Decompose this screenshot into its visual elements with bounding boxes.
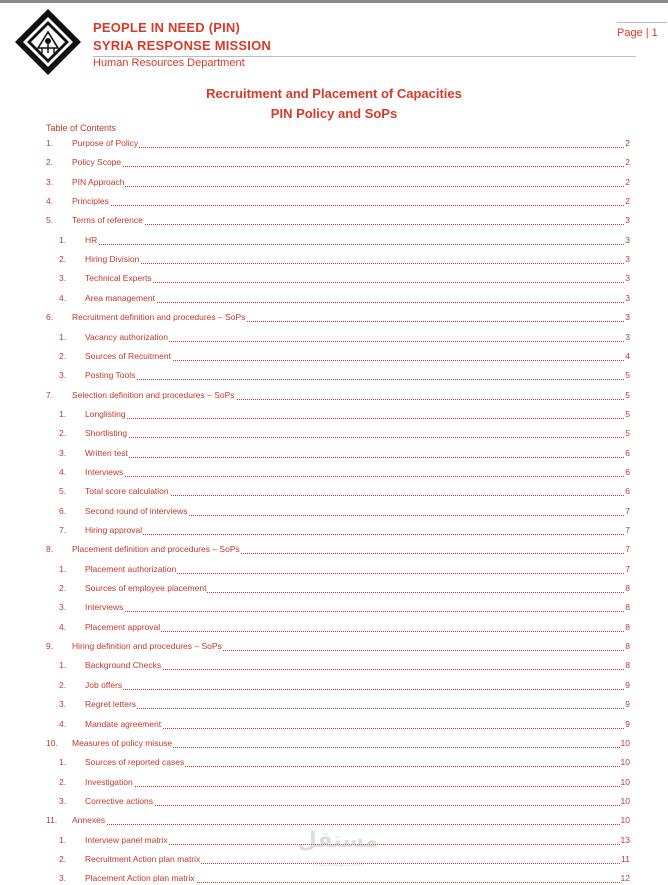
toc-entry-label: Longlisting bbox=[85, 408, 126, 419]
toc-leader-dots bbox=[72, 224, 628, 225]
toc-entry-label: Posting Tools bbox=[85, 370, 136, 381]
toc-entry-page: 3 bbox=[625, 292, 630, 303]
toc-entry[interactable] bbox=[0, 349, 668, 363]
toc-entry-page: 12 bbox=[620, 873, 630, 884]
toc-entry-page: 3 bbox=[625, 312, 630, 323]
toc-leader-dots bbox=[85, 631, 628, 632]
toc-entry[interactable] bbox=[0, 388, 668, 402]
toc-entry-page: 2 bbox=[625, 196, 630, 207]
toc-entry-number: 9. bbox=[46, 641, 54, 652]
toc-entry-label: Regret letters bbox=[85, 699, 137, 710]
toc-entry-page: 3 bbox=[625, 254, 630, 265]
toc-entry-number: 6. bbox=[59, 505, 67, 516]
toc-entry[interactable] bbox=[0, 639, 668, 653]
organization-header bbox=[93, 19, 271, 70]
toc-entry-page: 7 bbox=[625, 505, 630, 516]
toc-entry-page: 6 bbox=[625, 447, 630, 458]
toc-entry-label: Second round of interviews bbox=[85, 505, 188, 516]
toc-entry-label: Terms of reference bbox=[72, 215, 143, 226]
toc-entry-label: Shortlisting bbox=[85, 428, 128, 439]
toc-entry-label: HR bbox=[85, 234, 98, 245]
toc-entry-label: Measures of policy misuse bbox=[72, 737, 173, 748]
toc-entry-number: 3. bbox=[59, 699, 67, 710]
toc-entry[interactable] bbox=[0, 813, 668, 827]
toc-entry-number: 2. bbox=[59, 350, 67, 361]
toc-entry[interactable] bbox=[0, 620, 668, 634]
toc-entry-page: 5 bbox=[625, 370, 630, 381]
toc-entry[interactable] bbox=[0, 291, 668, 305]
toc-entry-number: 1. bbox=[59, 757, 67, 768]
mission-name: SYRIA RESPONSE MISSION bbox=[93, 38, 272, 53]
toc-entry-label: Hiring approval bbox=[85, 525, 143, 535]
toc-entry-page: 9 bbox=[625, 679, 630, 690]
toc-leader-dots bbox=[85, 669, 628, 670]
toc-leader-dots bbox=[85, 708, 628, 709]
toc-entry-number: 4. bbox=[46, 196, 54, 207]
toc-leader-dots bbox=[85, 534, 628, 535]
toc-heading: Table of Contents bbox=[46, 123, 117, 133]
toc-entry-label: Recruitment Action plan matrix bbox=[85, 853, 201, 864]
toc-entry[interactable] bbox=[0, 775, 668, 789]
toc-entry-number: 11. bbox=[46, 815, 58, 826]
toc-entry[interactable] bbox=[0, 581, 668, 595]
toc-entry-number: 1. bbox=[59, 234, 67, 245]
toc-leader-dots bbox=[85, 457, 628, 458]
toc-entry-page: 9 bbox=[625, 718, 630, 729]
toc-leader-dots bbox=[85, 805, 628, 806]
toc-entry[interactable] bbox=[0, 523, 668, 537]
toc-entry[interactable] bbox=[0, 407, 668, 421]
toc-entry[interactable] bbox=[0, 504, 668, 518]
toc-entry-page: 5 bbox=[625, 428, 630, 439]
toc-leader-dots bbox=[85, 263, 628, 264]
watermark-arabic: مستقل bbox=[297, 828, 379, 853]
toc-entry-number: 1. bbox=[59, 660, 67, 671]
toc-entry-page: 7 bbox=[625, 563, 630, 574]
toc-entry[interactable] bbox=[0, 330, 668, 344]
toc-entry-label: Placement Action plan matrix bbox=[85, 873, 195, 884]
toc-entry-page: 4 bbox=[625, 350, 630, 361]
toc-entry-number: 3. bbox=[59, 795, 67, 806]
toc-entry-label: Total score calculation bbox=[85, 486, 169, 497]
toc-entry-label: Hiring Division bbox=[85, 254, 140, 265]
toc-entry-label: Hiring definition and procedures – SoPs bbox=[72, 641, 222, 652]
toc-entry-page: 2 bbox=[625, 157, 630, 168]
toc-entry-label: Sources of Recuitment bbox=[85, 350, 171, 361]
toc-entry-page: 10 bbox=[620, 795, 630, 806]
toc-entry-label: Placement definition and procedures – SoPs bbox=[72, 544, 240, 555]
toc-entry[interactable] bbox=[0, 155, 668, 169]
toc-entry-label: Sources of employee placement bbox=[85, 583, 207, 594]
toc-entry-label: Sources of reported cases bbox=[85, 757, 185, 768]
toc-entry[interactable] bbox=[0, 697, 668, 711]
toc-entry-number: 3. bbox=[59, 370, 67, 381]
toc-entry-page: 8 bbox=[625, 602, 630, 613]
toc-entry-number: 4. bbox=[59, 621, 67, 632]
toc-leader-dots bbox=[85, 244, 628, 245]
toc-entry[interactable] bbox=[0, 678, 668, 692]
toc-leader-dots bbox=[72, 205, 628, 206]
toc-entry-page: 9 bbox=[625, 699, 630, 710]
toc-leader-dots bbox=[72, 166, 628, 167]
toc-entry-label: Annexes bbox=[72, 815, 106, 826]
toc-entry[interactable] bbox=[0, 542, 668, 556]
toc-entry-label: Purpose of Policy bbox=[72, 138, 139, 148]
toc-entry-number: 2. bbox=[59, 853, 67, 864]
document-title: Recruitment and Placement of Capacities bbox=[206, 86, 462, 101]
department-name: Human Resources Department bbox=[93, 57, 245, 69]
toc-entry-page: 7 bbox=[625, 525, 630, 535]
toc-entry-page: 3 bbox=[625, 215, 630, 226]
pin-logo bbox=[14, 8, 82, 76]
top-rule bbox=[0, 0, 668, 3]
toc-entry-label: Placement approval bbox=[85, 621, 161, 632]
toc-entry-number: 2. bbox=[59, 679, 67, 690]
toc-leader-dots bbox=[85, 418, 628, 419]
toc-entry-label: Recruitment definition and procedures – SoPs bbox=[72, 312, 246, 323]
toc-entry-number: 4. bbox=[59, 466, 67, 477]
toc-entry-number: 3. bbox=[59, 273, 67, 284]
toc-entry-page: 10 bbox=[620, 757, 630, 768]
toc-entry-label: Policy Scope bbox=[72, 157, 122, 168]
toc-leader-dots bbox=[85, 302, 628, 303]
toc-entry-label: Technical Experts bbox=[85, 273, 152, 284]
toc-leader-dots bbox=[85, 282, 628, 283]
toc-entry-page: 7 bbox=[625, 544, 630, 555]
toc-entry-label: Interview panel matrix bbox=[85, 834, 168, 845]
toc-leader-dots bbox=[85, 786, 628, 787]
toc-entry-page: 2 bbox=[625, 176, 630, 187]
toc-entry-number: 2. bbox=[59, 428, 67, 439]
toc-entry-label: Principles bbox=[72, 196, 109, 207]
toc-leader-dots bbox=[72, 186, 628, 187]
toc-leader-dots bbox=[85, 437, 628, 438]
toc-entry-number: 2. bbox=[59, 583, 67, 594]
document-subtitle: PIN Policy and SoPs bbox=[270, 106, 398, 121]
toc-entry-page: 10 bbox=[620, 737, 630, 748]
toc-entry-label: Corrective actions bbox=[85, 795, 154, 806]
toc-entry-label: Background Checks bbox=[85, 660, 162, 671]
toc-entry-page: 3 bbox=[625, 273, 630, 284]
toc-entry-page: 11 bbox=[621, 853, 630, 864]
toc-entry[interactable] bbox=[0, 465, 668, 479]
page-number: Page | 1 bbox=[617, 22, 667, 44]
toc-entry-number: 3. bbox=[59, 873, 67, 884]
toc-entry[interactable] bbox=[0, 562, 668, 576]
toc-entry-number: 10. bbox=[46, 737, 58, 748]
toc-leader-dots bbox=[72, 147, 628, 148]
toc-entry-number: 3. bbox=[59, 447, 67, 458]
toc-leader-dots bbox=[85, 611, 628, 612]
toc-entry-label: Vacancy authorization bbox=[85, 331, 169, 342]
toc-entry-number: 4. bbox=[59, 292, 67, 303]
toc-entry-label: Interviews bbox=[85, 602, 124, 613]
toc-entry[interactable] bbox=[0, 736, 668, 750]
toc-entry-number: 1. bbox=[59, 563, 67, 574]
toc-entry-number: 7. bbox=[46, 389, 54, 400]
toc-entry-page: 10 bbox=[620, 815, 630, 826]
toc-entry-label: Area management bbox=[85, 292, 155, 303]
toc-entry-page: 3 bbox=[625, 234, 630, 245]
toc-entry[interactable] bbox=[0, 794, 668, 808]
toc-entry-number: 3. bbox=[59, 602, 67, 613]
toc-entry-page: 8 bbox=[625, 621, 630, 632]
toc-entry[interactable] bbox=[0, 658, 668, 672]
toc-entry-page: 10 bbox=[620, 776, 630, 787]
toc-entry-number: 5. bbox=[59, 486, 67, 497]
toc-entry[interactable] bbox=[0, 446, 668, 460]
toc-entry-page: 2 bbox=[625, 138, 630, 148]
toc-entry[interactable] bbox=[0, 252, 668, 266]
toc-entry[interactable] bbox=[0, 755, 668, 769]
toc-leader-dots bbox=[85, 476, 628, 477]
toc-entry-number: 7. bbox=[59, 525, 67, 535]
watermark-latin: mostaql.com bbox=[312, 858, 364, 868]
toc-entry-number: 1. bbox=[59, 331, 67, 342]
toc-entry[interactable] bbox=[0, 194, 668, 208]
toc-entry-page: 13 bbox=[620, 834, 630, 845]
toc-entry-page: 5 bbox=[625, 408, 630, 419]
toc-entry-label: Mandate agreement bbox=[85, 718, 162, 729]
organization-name: PEOPLE IN NEED (PIN) bbox=[93, 20, 241, 35]
watermark bbox=[288, 828, 388, 878]
toc-entry-number: 8. bbox=[46, 544, 54, 555]
toc-leader-dots bbox=[85, 728, 628, 729]
toc-entry-number: 1. bbox=[59, 834, 67, 845]
toc-entry-label: Placement authorization bbox=[85, 563, 177, 574]
toc-entry-page: 8 bbox=[625, 583, 630, 594]
toc-entry-page: 8 bbox=[625, 660, 630, 671]
toc-entry-number: 2. bbox=[59, 776, 67, 787]
toc-entry-page: 8 bbox=[625, 641, 630, 652]
toc-entry-number: 1. bbox=[46, 138, 54, 148]
toc-leader-dots bbox=[72, 824, 628, 825]
toc-entry[interactable] bbox=[0, 233, 668, 247]
toc-entry-number: 2. bbox=[59, 254, 67, 265]
toc-entry-label: Selection definition and procedures – SoPs bbox=[72, 389, 235, 400]
toc-entry-label: Written test bbox=[85, 447, 128, 458]
toc-entry[interactable] bbox=[0, 717, 668, 731]
toc-entry[interactable] bbox=[0, 426, 668, 440]
toc-entry[interactable] bbox=[0, 271, 668, 285]
toc-entry-label: PIN Approach bbox=[72, 176, 125, 187]
toc-entry-number: 4. bbox=[59, 718, 67, 729]
toc-entry-page: 6 bbox=[625, 486, 630, 497]
toc-entry-label: Investigation bbox=[85, 776, 133, 787]
toc-entry-page: 6 bbox=[625, 466, 630, 477]
toc-entry[interactable] bbox=[0, 600, 668, 614]
header-rule bbox=[93, 56, 636, 57]
toc-leader-dots bbox=[85, 689, 628, 690]
toc-leader-dots bbox=[85, 379, 628, 380]
toc-entry[interactable] bbox=[0, 484, 668, 498]
toc-entry-number: 6. bbox=[46, 312, 54, 323]
toc-entry[interactable] bbox=[0, 310, 668, 324]
toc-entry-number: 2. bbox=[46, 157, 54, 168]
toc-entry-label: Interviews bbox=[85, 466, 124, 477]
toc-entry[interactable] bbox=[0, 213, 668, 227]
toc-entry-page: 3 bbox=[625, 331, 630, 342]
toc-entry[interactable] bbox=[0, 368, 668, 382]
toc-entry-number: 1. bbox=[59, 408, 67, 419]
toc-entry-number: 3. bbox=[46, 176, 54, 187]
toc-entry-number: 5. bbox=[46, 215, 54, 226]
toc-entry[interactable] bbox=[0, 136, 668, 150]
toc-entry-label: Job offers bbox=[85, 679, 123, 690]
toc-entry-page: 5 bbox=[625, 389, 630, 400]
toc-entry[interactable] bbox=[0, 175, 668, 189]
